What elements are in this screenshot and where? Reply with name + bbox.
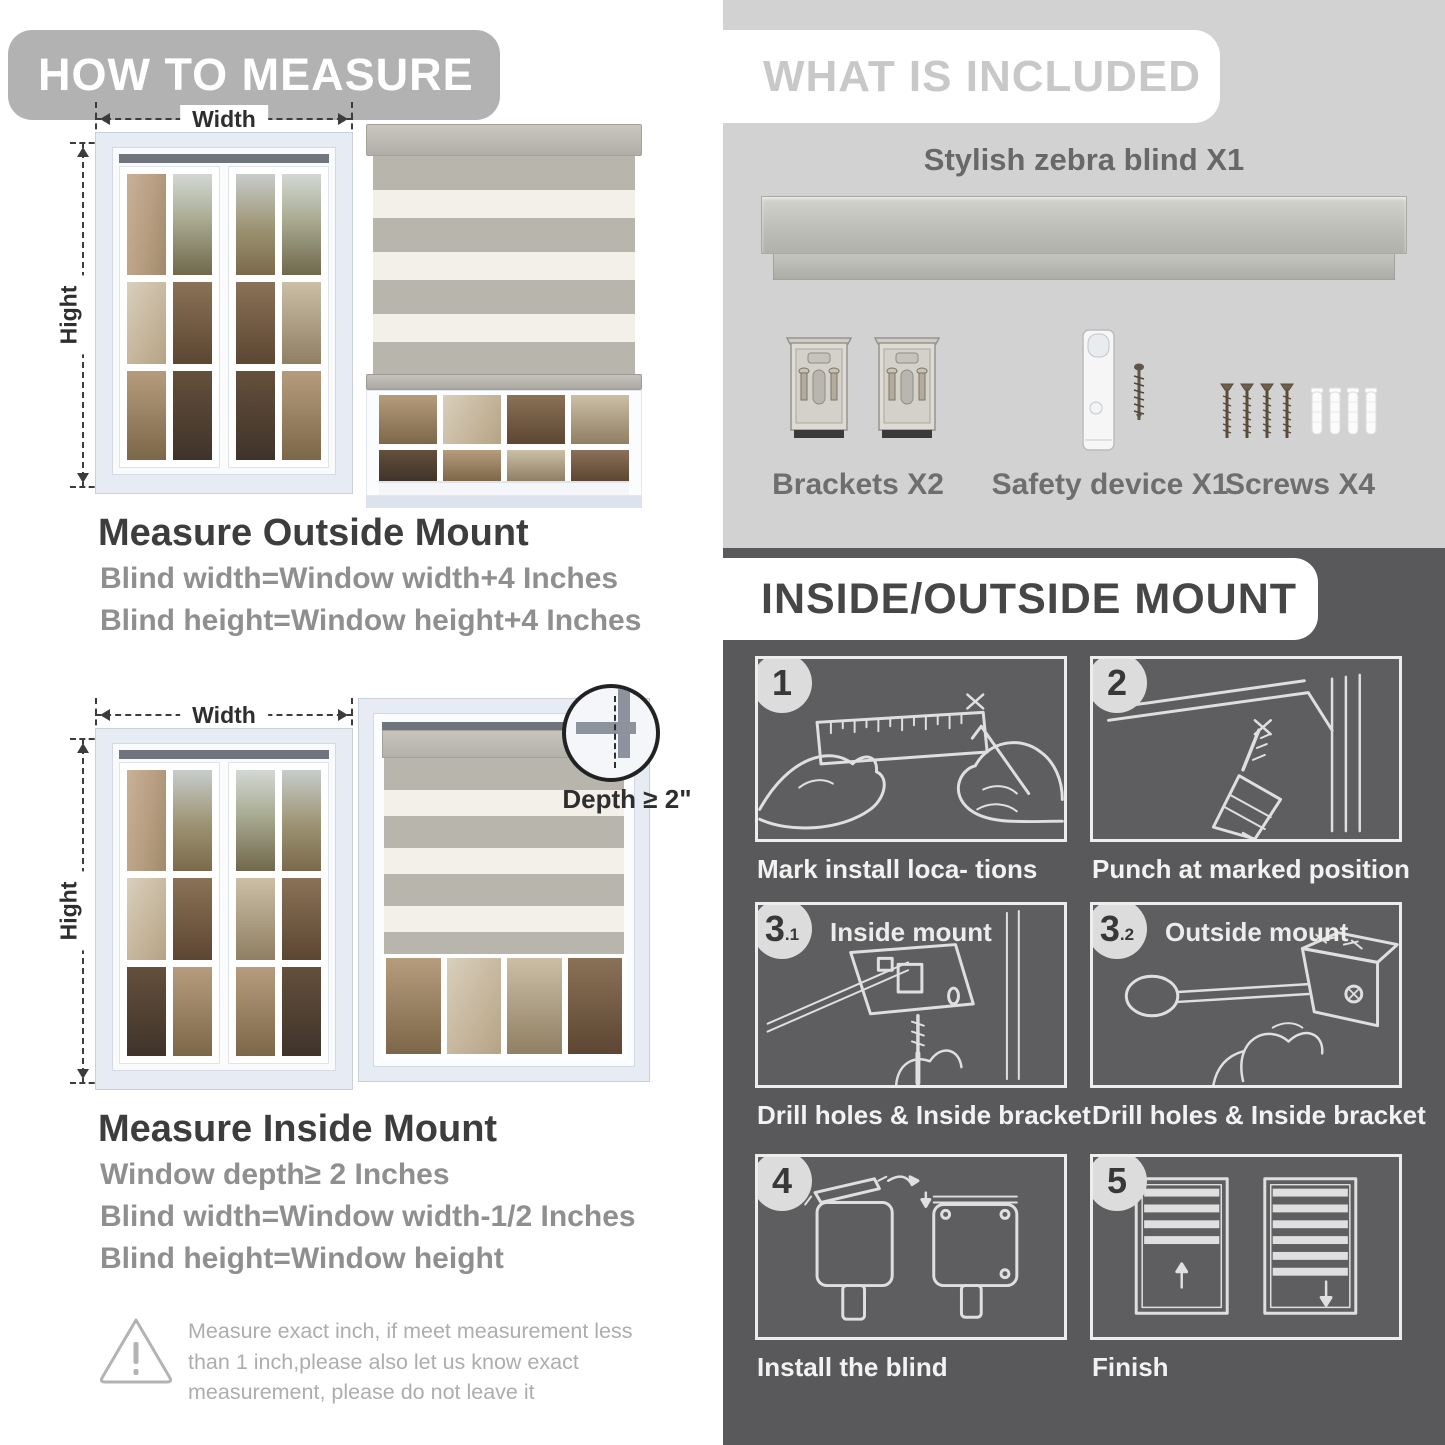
safety-device-label: Safety device X1 <box>991 468 1229 501</box>
inside-rule-width: Blind width=Window width-1/2 Inches <box>100 1200 636 1233</box>
inside-outside-mount-section <box>723 548 1445 1445</box>
window-pane <box>507 958 562 1054</box>
inside-outside-mount-header: INSIDE/OUTSIDE MOUNT <box>723 558 1318 640</box>
window-opening <box>112 743 336 1071</box>
window-pane <box>127 770 166 871</box>
width-label: Width <box>180 701 268 729</box>
window-pane <box>127 371 166 460</box>
step-2-box <box>1090 656 1402 842</box>
step-4-caption: Install the blind <box>757 1352 948 1382</box>
window-sill <box>379 481 629 495</box>
window-pane <box>173 770 212 871</box>
window-sashes <box>119 762 329 1064</box>
window-pane <box>236 371 275 460</box>
window-top-strip <box>119 750 329 759</box>
headrail-top-bar <box>761 196 1407 254</box>
window-pane <box>568 958 623 1054</box>
window-below-blind <box>366 390 642 496</box>
window-panes <box>379 395 629 481</box>
step-5-caption: Finish <box>1092 1352 1169 1382</box>
screws-image <box>1217 380 1383 448</box>
window-pane <box>236 770 275 871</box>
step-3-1-box <box>755 902 1067 1088</box>
headrail-bottom-bar <box>773 254 1395 280</box>
product-label: Stylish zebra blind X1 <box>923 142 1245 177</box>
step-3-2-box <box>1090 902 1402 1088</box>
screws-label: Screws X4 <box>1224 468 1376 501</box>
window-outer-sill <box>366 496 642 508</box>
warning-triangle-icon <box>96 1314 176 1386</box>
window-pane <box>282 282 321 363</box>
step-2-badge: 2 <box>1090 656 1147 713</box>
step-3-2-badge: 3 .2 <box>1090 902 1147 959</box>
hight-label: Hight <box>54 276 85 355</box>
step-4-box <box>755 1154 1067 1340</box>
step-3-2-title: Outside mount <box>1165 917 1349 947</box>
blind-bottom-rail <box>366 374 642 390</box>
step-2-caption: Punch at marked position <box>1092 854 1410 884</box>
brackets-image <box>783 332 943 448</box>
window-illustration-inside <box>95 728 353 1090</box>
width-label: Width <box>180 105 268 133</box>
window-sash <box>119 166 220 468</box>
right-panel <box>723 0 1445 1445</box>
hight-label: Hight <box>54 872 85 951</box>
outside-rule-width: Blind width=Window width+4 Inches <box>100 562 619 595</box>
window-top-strip <box>119 154 329 163</box>
step-3-1-title: Inside mount <box>830 917 992 947</box>
inside-rule-height: Blind height=Window height <box>100 1242 504 1275</box>
window-pane <box>173 282 212 363</box>
how-to-measure-header: HOW TO MEASURE <box>8 30 500 120</box>
window-pane <box>282 174 321 275</box>
window-pane <box>443 395 501 444</box>
window-pane <box>127 282 166 363</box>
step-3-1-badge: 3 .1 <box>755 902 812 959</box>
window-panes <box>382 954 626 1058</box>
window-pane <box>173 878 212 959</box>
measure-outside-title: Measure Outside Mount <box>98 512 529 554</box>
step-5-box <box>1090 1154 1402 1340</box>
window-pane <box>443 450 501 481</box>
height-dimension-arrow <box>55 142 84 488</box>
window-pane <box>379 450 437 481</box>
step-1-box <box>755 656 1067 842</box>
window-pane <box>127 878 166 959</box>
window-pane <box>236 878 275 959</box>
depth-magnifier-circle <box>562 684 660 782</box>
window-pane <box>507 395 565 444</box>
window-pane <box>236 174 275 275</box>
window-sash <box>119 762 220 1064</box>
window-pane <box>571 450 629 481</box>
step-1-caption: Mark install loca- tions <box>757 854 1038 884</box>
warning-text: Measure exact inch, if meet measurement less than 1 inch,please also let us know exact measurement, please do not leave it <box>188 1319 633 1405</box>
step-3-2-caption: Drill holes & Inside bracket <box>1092 1100 1426 1130</box>
frame-corner <box>618 688 630 758</box>
window-illustration-outside <box>95 132 353 494</box>
blind-cassette <box>366 124 642 156</box>
window-pane <box>386 958 441 1054</box>
step-3-1-caption: Drill holes & Inside bracket <box>757 1100 1091 1130</box>
width-dimension-arrow <box>95 702 353 728</box>
window-pane <box>173 371 212 460</box>
window-pane <box>282 371 321 460</box>
window-pane <box>282 878 321 959</box>
window-sashes <box>119 166 329 468</box>
depth-dashed-line <box>614 696 616 768</box>
window-pane <box>173 967 212 1056</box>
step-4-badge: 4 <box>755 1154 812 1211</box>
window-pane <box>507 450 565 481</box>
brackets-label: Brackets X2 <box>772 468 944 501</box>
what-is-included-header: WHAT IS INCLUDED <box>723 30 1220 123</box>
window-pane <box>282 770 321 871</box>
window-sash <box>228 762 329 1064</box>
window-pane <box>571 395 629 444</box>
zebra-blind-illustration-outside <box>366 124 642 508</box>
headrail-image <box>761 196 1407 280</box>
inside-rule-depth: Window depth≥ 2 Inches <box>100 1158 450 1191</box>
window-pane <box>282 967 321 1056</box>
measure-inside-title: Measure Inside Mount <box>98 1108 498 1150</box>
window-pane <box>127 174 166 275</box>
step-1-badge: 1 <box>755 656 812 713</box>
window-opening <box>112 147 336 475</box>
outside-rule-height: Blind height=Window height+4 Inches <box>100 604 642 637</box>
step-5-badge: 5 <box>1090 1154 1147 1211</box>
window-sash <box>228 166 329 468</box>
safety-device-image <box>1055 328 1165 456</box>
window-pane <box>127 967 166 1056</box>
height-dimension-arrow <box>55 738 84 1084</box>
window-pane <box>236 282 275 363</box>
window-pane <box>236 967 275 1056</box>
window-pane <box>447 958 502 1054</box>
window-pane <box>379 395 437 444</box>
depth-label: Depth ≥ 2" <box>562 784 692 814</box>
window-pane <box>173 174 212 275</box>
width-dimension-arrow <box>95 106 353 132</box>
blind-stripes <box>373 156 635 374</box>
what-is-included-section <box>723 0 1445 548</box>
